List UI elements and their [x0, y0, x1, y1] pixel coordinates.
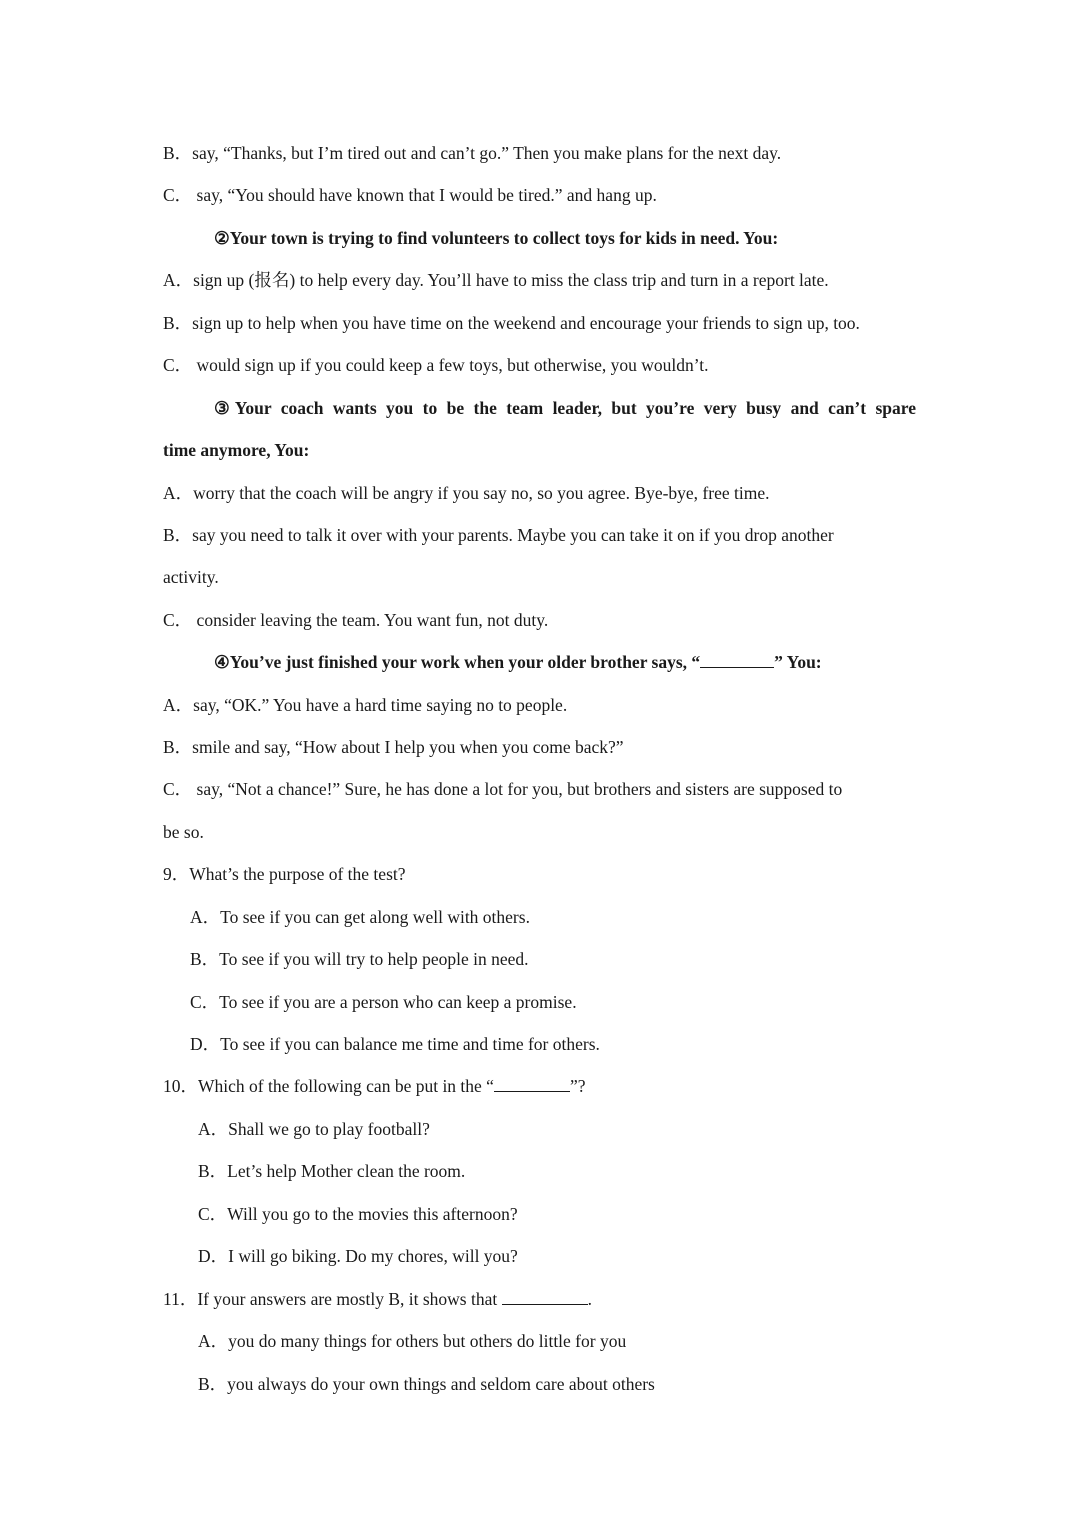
q4-option-c-line2: be so.: [163, 822, 204, 842]
q3-option-b-line1: B．say you need to talk it over with your parents. Maybe you can take it on if you drop another: [163, 525, 834, 545]
question11-option-a: A．you do many things for others but others do little for you: [198, 1331, 627, 1351]
q3-option-c: C． consider leaving the team. You want fun, not duty.: [163, 610, 549, 630]
question10-option-d: D．I will go biking. Do my chores, will you?: [198, 1246, 518, 1266]
q3-prompt-line1: ③Your coach wants you to be the team leader, but you’re very busy and can’t spare: [214, 398, 916, 418]
q4-option-c-line1: C． say, “Not a chance!” Sure, he has done a lot for you, but brothers and sisters are supposed to: [163, 779, 843, 799]
question11-stem-after: .: [587, 1289, 592, 1309]
question9-option-c: C．To see if you are a person who can keep a promise.: [190, 992, 577, 1012]
question11-blank: [502, 1288, 588, 1305]
question10-stem-after: ”?: [569, 1076, 586, 1096]
q2-option-b: B．sign up to help when you have time on the weekend and encourage your friends to sign up, too.: [163, 313, 860, 333]
q2-option-a: A．sign up (报名) to help every day. You’ll have to miss the class trip and turn in a report late.: [163, 270, 829, 290]
question10-stem: [163, 1075, 586, 1097]
question10-option-a: A．Shall we go to play football?: [198, 1119, 430, 1139]
question10-stem-before: 10．Which of the following can be put in the “: [163, 1076, 494, 1096]
question11-option-b: B．you always do your own things and seldom care about others: [198, 1374, 655, 1394]
question9-option-b: B．To see if you will try to help people in need.: [190, 949, 529, 969]
question11-stem: [163, 1288, 592, 1310]
question9-option-a: A．To see if you can get along well with others.: [190, 907, 530, 927]
q1-option-b: B．say, “Thanks, but I’m tired out and can’t go.” Then you make plans for the next day.: [163, 143, 782, 163]
q4-option-b: B．smile and say, “How about I help you when you come back?”: [163, 737, 624, 757]
question9-stem: 9．What’s the purpose of the test?: [163, 864, 406, 884]
question10-blank: [494, 1075, 570, 1092]
q4-option-a: A．say, “OK.” You have a hard time saying no to people.: [163, 695, 568, 715]
question10-option-c: C．Will you go to the movies this afternoon?: [198, 1204, 518, 1224]
q3-option-b-line2: activity.: [163, 567, 219, 587]
q3-prompt-line2: time anymore, You:: [163, 440, 310, 460]
q1-option-c: C． say, “You should have known that I would be tired.” and hang up.: [163, 185, 657, 205]
q4-prompt: [214, 651, 822, 673]
q3-option-a: A．worry that the coach will be angry if you say no, so you agree. Bye-bye, free time.: [163, 483, 770, 503]
q4-answer-blank: [700, 651, 774, 668]
question10-option-b: B．Let’s help Mother clean the room.: [198, 1161, 466, 1181]
q2-prompt: ②Your town is trying to find volunteers to collect toys for kids in need. You:: [214, 228, 779, 248]
question9-option-d: D．To see if you can balance me time and time for others.: [190, 1034, 600, 1054]
q4-prompt-after: ” You:: [774, 652, 822, 672]
question11-stem-before: 11．If your answers are mostly B, it shows that: [163, 1289, 502, 1309]
q4-prompt-before: ④You’ve just finished your work when your older brother says, “: [214, 652, 701, 672]
q2-option-c: C． would sign up if you could keep a few toys, but otherwise, you wouldn’t.: [163, 355, 709, 375]
